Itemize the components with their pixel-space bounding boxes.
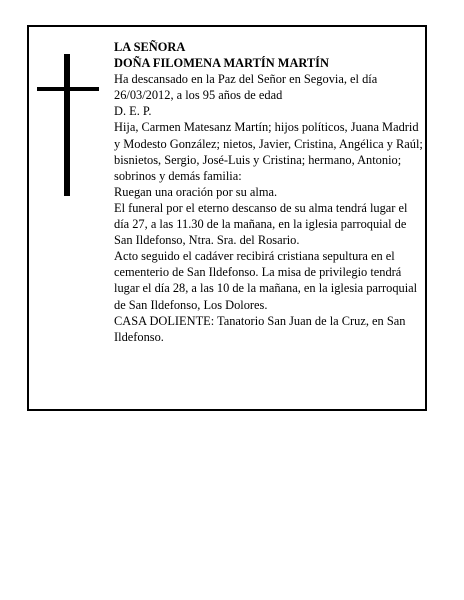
funeral-details: El funeral por el eterno descanso de su alma tendrá lugar el día 27, a las 11.30 de la mañana, en la iglesia parroquial de San Ildefonso, Ntra. Sra. del Rosario. (114, 200, 408, 248)
cross-horizontal-bar (37, 87, 99, 91)
prayer-request: Ruegan una oración por su alma. (114, 184, 278, 199)
mourning-house: CASA DOLIENTE: Tanatorio San Juan de la Cruz, en San Ildefonso. (114, 313, 406, 344)
deceased-name: DOÑA FILOMENA MARTÍN MARTÍN (114, 56, 329, 71)
death-announcement: Ha descansado en la Paz del Señor en Segovia, el día 26/03/2012, a los 95 años de edad (114, 72, 378, 103)
family-members: Hija, Carmen Matesanz Martín; hijos políticos, Juana Madrid y Modesto González; nietos, Javier, Cristina, Angélica y Raúl; bisnietos, Sergio, José-Luis y Cristina; hermano, Antonio; sobrinos y demás familia: (114, 120, 423, 183)
burial-details: Acto seguido el cadáver recibirá cristiana sepultura en el cementerio de San Ildefonso. La misa de privilegio tendrá lugar el día 28, a las 10 de la mañana, en la iglesia parroquial de San Ildefonso, Los Dolores. (114, 249, 418, 312)
rest-in-peace: D. E. P. (114, 104, 152, 119)
cross-vertical-bar (64, 54, 70, 196)
latin-cross-icon (37, 54, 99, 196)
deceased-title: LA SEÑORA (114, 40, 186, 54)
obituary-text (114, 39, 424, 345)
